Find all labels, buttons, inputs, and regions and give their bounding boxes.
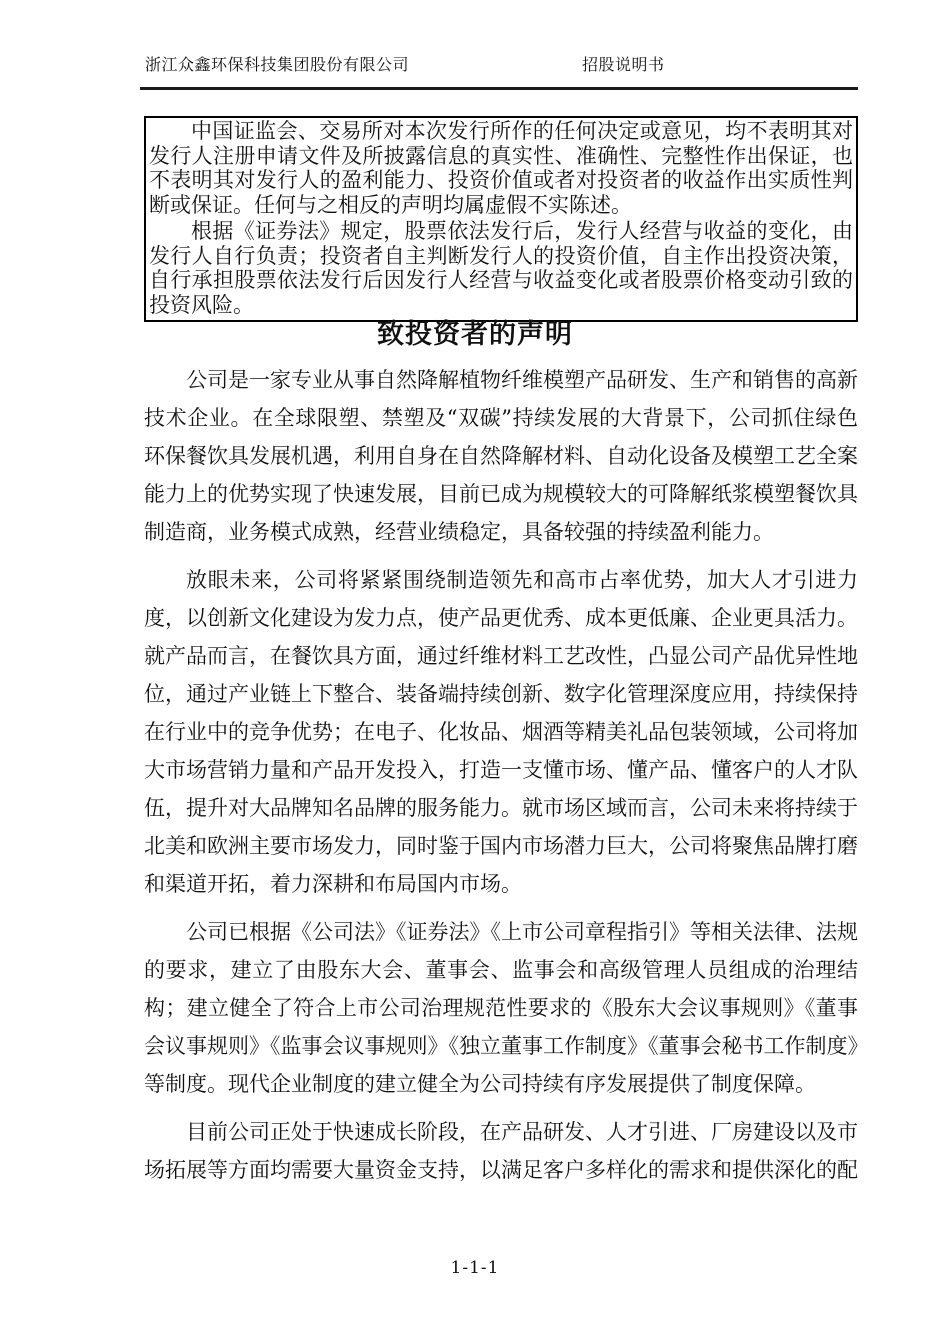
declaration-paragraph-2: 放眼未来，公司将紧紧围绕制造领先和高市占率优势，加大人才引进力度，以创新文化建设为发力点，使产品更优秀、成本更低廉、企业更具活力。就产品而言，在餐饮具方面，通过纤维材料工艺改性，凸显公司产品优异性地位，通过产业链上下整合、装备端持续创新、数字化管理深度应用，持续保持在行业中的竞争优势；在电子、化妆品、烟酒等精美礼品包装领域，公司将加大市场营销力量和产品开发投入，打造一支懂市场、懂产品、懂客户的人才队伍，提升对大品牌知名品牌的服务能力。就市场区域而言，公司未来将持续于北美和欧洲主要市场发力，同时鉴于国内市场潜力巨大，公司将聚焦品牌打磨和渠道开拓，着力深耕和布局国内市场。 — [144, 568, 858, 896]
page-number: 1-1-1 — [450, 1258, 500, 1278]
declaration-paragraph-1: 公司是一家专业从事自然降解植物纤维模塑产品研发、生产和销售的高新技术企业。在全球限塑、禁塑及“双碳”持续发展的大背景下，公司抓住绿色环保餐饮具发展机遇，利用自身在自然降解材料、自动化设备及模塑工艺全案能力上的优势实现了快速发展，目前已成为规模较大的可降解纸浆模塑餐饮具制造商，业务模式成熟，经营业绩稳定，具备较强的持续盈利能力。 — [144, 368, 858, 544]
header-company-name: 浙江众鑫环保科技集团股份有限公司 — [145, 57, 410, 74]
declaration-body — [144, 361, 858, 1199]
declaration-title: 致投资者的声明 — [377, 319, 573, 350]
declaration-paragraph-4: 目前公司正处于快速成长阶段，在产品研发、人才引进、厂房建设以及市场拓展等方面均需要大量资金支持，以满足客户多样化的需求和提供深化的配 — [144, 1120, 858, 1182]
notice-paragraph-2: 根据《证券法》规定，股票依法发行后，发行人经营与收益的变化，由发行人自行负责；投资者自主判断发行人的投资价值，自主作出投资决策，自行承担股票依法发行后因发行人经营与收益变化或者股票价格变动引致的投资风险。 — [149, 219, 853, 317]
notice-paragraph-1: 中国证监会、交易所对本次发行所作的任何决定或意见，均不表明其对发行人注册申请文件及所披露信息的真实性、准确性、完整性作出保证，也不表明其对发行人的盈利能力、投资价值或者对投资者的收益作出实质性判断或保证。任何与之相反的声明均属虚假不实陈述。 — [149, 119, 853, 217]
regulator-notice-box — [144, 116, 858, 322]
header-doc-type: 招股说明书 — [582, 57, 665, 74]
header-rule — [140, 87, 858, 90]
declaration-paragraph-3: 公司已根据《公司法》《证券法》《上市公司章程指引》等相关法律、法规的要求，建立了由股东大会、董事会、监事会和高级管理人员组成的治理结构；建立健全了符合上市公司治理规范性要求的《股东大会议事规则》《董事会议事规则》《监事会议事规则》《独立董事工作制度》《董事会秘书工作制度》等制度。现代企业制度的建立健全为公司持续有序发展提供了制度保障。 — [144, 920, 858, 1096]
